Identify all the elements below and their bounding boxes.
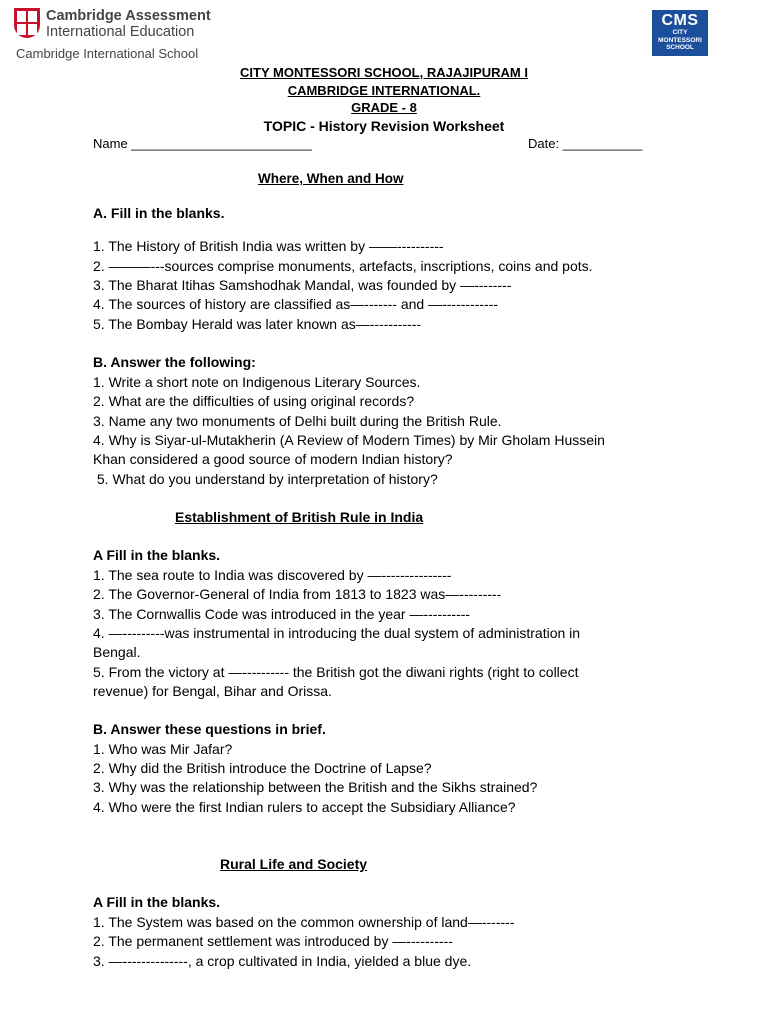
logo-line3: Cambridge International School — [16, 46, 199, 61]
grade: GRADE - 8 — [351, 100, 417, 115]
list-item: 4. Why is Siyar-ul-Mutakherin (A Review of Modern Times) by Mir Gholam Hussein — [93, 432, 605, 448]
cms-logo-line2: MONTESSORI — [658, 36, 702, 44]
list-item: 3. The Bharat Itihas Samshodhak Mandal, was founded by —-------- — [93, 277, 512, 293]
list-item: 1. The System was based on the common ownership of land—------- — [93, 914, 515, 930]
section2-title: Establishment of British Rule in India — [175, 509, 424, 525]
list-item: 1. The sea route to India was discovered by —--------------- — [93, 567, 452, 583]
list-item: Khan considered a good source of modern Indian history? — [93, 451, 453, 467]
section2-a-heading: A Fill in the blanks. — [93, 547, 221, 563]
date-field: Date: ___________ — [528, 136, 643, 151]
cambridge-logo — [14, 8, 214, 64]
board-name: CAMBRIDGE INTERNATIONAL. — [287, 83, 481, 98]
list-item: 4. —---------was instrumental in introducing the dual system of administration in — [93, 625, 581, 641]
list-item: 1. Write a short note on Indigenous Literary Sources. — [93, 374, 421, 390]
list-item: 3. The Cornwallis Code was introduced in the year —---------- — [93, 606, 471, 622]
section1-b-heading: B. Answer the following: — [93, 354, 256, 370]
section3-title: Rural Life and Society — [220, 856, 368, 872]
list-item: 2. The Governor-General of India from 1813 to 1823 was—--------- — [93, 586, 502, 602]
school-name: CITY MONTESSORI SCHOOL, RAJAJIPURAM I — [240, 65, 528, 80]
list-item: 5. The Bombay Herald was later known as—----------- — [93, 316, 422, 332]
list-item: 3. Why was the relationship between the British and the Sikhs strained? — [93, 779, 538, 795]
cms-logo-line1: CITY — [672, 29, 688, 36]
list-item: revenue) for Bengal, Bihar and Orissa. — [93, 683, 332, 699]
section1-title: Where, When and How — [258, 171, 404, 186]
topic-title: TOPIC - History Revision Worksheet — [263, 118, 505, 134]
list-item: 2. The permanent settlement was introduced by —---------- — [93, 933, 453, 949]
cms-logo — [652, 10, 708, 56]
list-item: 5. What do you understand by interpretation of history? — [93, 471, 438, 487]
list-item: 2. ———---sources comprise monuments, artefacts, inscriptions, coins and pots. — [93, 258, 593, 274]
logo-line1: Cambridge Assessment — [46, 8, 211, 24]
section1-a-heading: A. Fill in the blanks. — [93, 205, 225, 221]
section3-a-heading: A Fill in the blanks. — [93, 894, 221, 910]
cms-logo-line3: SCHOOL — [666, 44, 694, 51]
cambridge-crest-icon — [14, 8, 40, 42]
logo-line2: International Education — [46, 24, 195, 40]
cms-logo-big: CMS — [661, 12, 699, 29]
section2-b-heading: B. Answer these questions in brief. — [93, 721, 326, 737]
list-item: 3. —--------------, a crop cultivated in India, yielded a blue dye. — [93, 953, 472, 969]
list-item: 2. Why did the British introduce the Doctrine of Lapse? — [93, 760, 432, 776]
list-item: 5. From the victory at —---------- the British got the diwani rights (right to collect — [93, 664, 579, 680]
list-item: 4. Who were the first Indian rulers to accept the Subsidiary Alliance? — [93, 799, 516, 815]
list-item: 3. Name any two monuments of Delhi built during the British Rule. — [93, 413, 502, 429]
list-item: 1. The History of British India was written by ——---------- — [93, 238, 444, 254]
list-item: 2. What are the difficulties of using original records? — [93, 393, 415, 409]
name-field: Name _________________________ — [93, 136, 313, 151]
list-item: 1. Who was Mir Jafar? — [93, 741, 233, 757]
list-item: Bengal. — [93, 644, 141, 660]
list-item: 4. The sources of history are classified as—------- and —------------ — [93, 296, 499, 312]
